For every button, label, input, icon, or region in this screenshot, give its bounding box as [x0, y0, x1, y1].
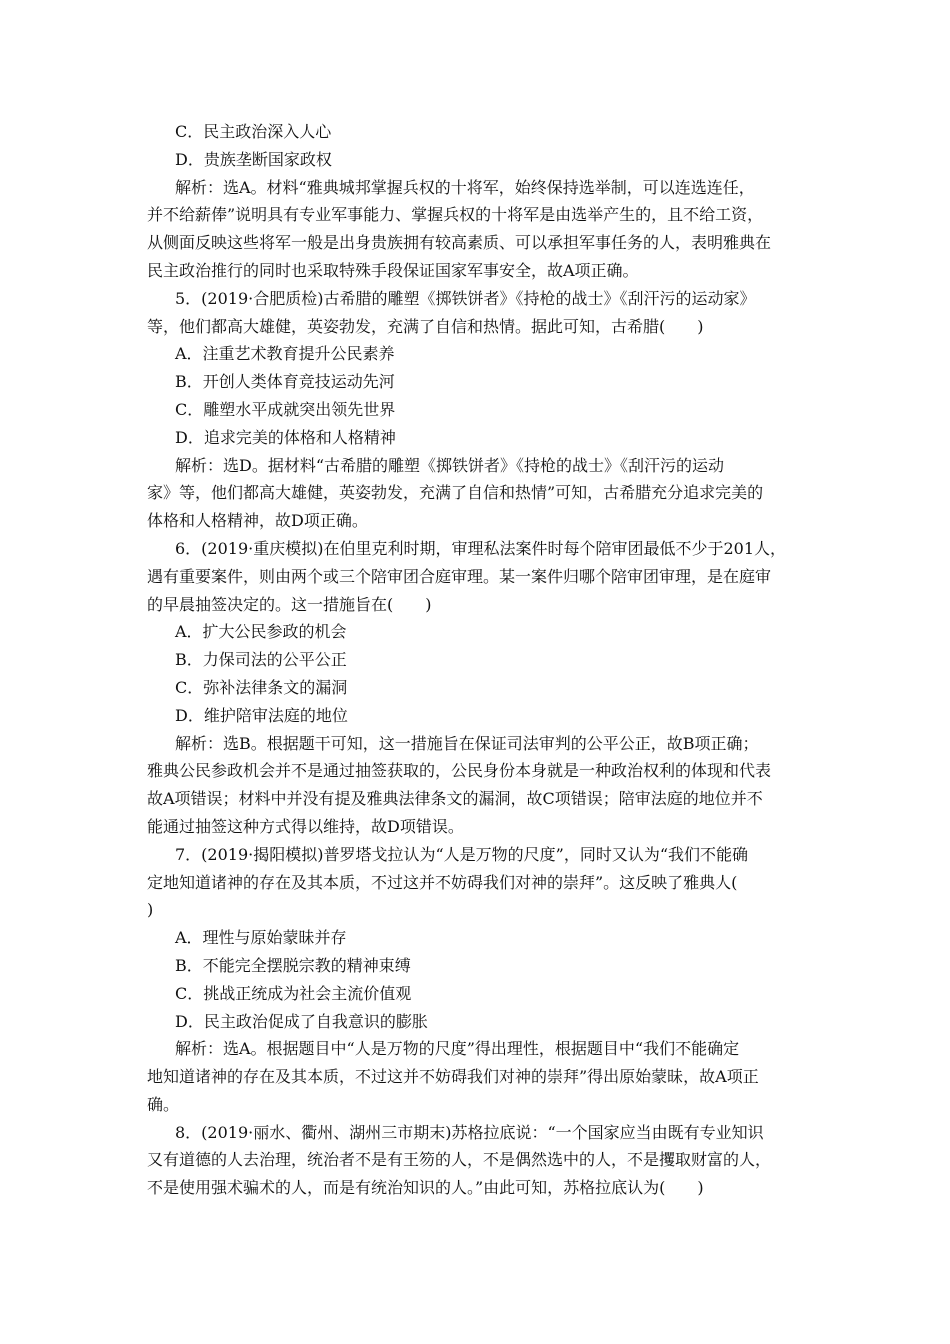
answer-option-line: C．弥补法律条文的漏洞 — [175, 677, 348, 697]
text-line: 民主政治推行的同时也采取特殊手段保证国家军事安全，故A项正确。 — [147, 260, 639, 280]
question-line: 7．(2019·揭阳模拟)普罗塔戈拉认为“人是万物的尺度”，同时又认为“我们不能确 — [175, 844, 749, 864]
answer-option-line: B．开创人类体育竞技运动先河 — [175, 372, 395, 392]
analysis-line: 解析：选D。据材料“古希腊的雕塑《掷铁饼者》《持枪的战士》《刮汗污的运动 — [175, 455, 725, 475]
answer-option-line: B．不能完全摆脱宗教的精神束缚 — [175, 955, 411, 975]
text-line: 遇有重要案件，则由两个或三个陪审团合庭审理。某一案件归哪个陪审团审理，是在庭审 — [147, 566, 772, 586]
question-line: 5．(2019·合肥质检)古希腊的雕塑《掷铁饼者》《持枪的战士》《刮汗污的运动家》 — [175, 288, 756, 308]
text-line: 的早晨抽签决定的。这一措施旨在( ) — [147, 594, 432, 614]
answer-option-line: B．力保司法的公平公正 — [175, 650, 347, 670]
answer-option-line: C．雕塑水平成就突出领先世界 — [175, 399, 396, 419]
answer-option-line: D．贵族垄断国家政权 — [175, 149, 332, 169]
document-body — [147, 118, 812, 1202]
text-line: 不是使用强术骗术的人，而是有统治知识的人。”由此可知，苏格拉底认为( ) — [147, 1178, 704, 1198]
text-line: 等，他们都高大雄健，英姿勃发，充满了自信和热情。据此可知，古希腊( ) — [147, 316, 704, 336]
text-line: 体格和人格精神，故D项正确。 — [147, 511, 368, 531]
answer-option-line: C．挑战正统成为社会主流价值观 — [175, 983, 412, 1003]
text-line: 家》等，他们都高大雄健，英姿勃发，充满了自信和热情”可知，古希腊充分追求完美的 — [147, 483, 764, 503]
answer-option-line: D．维护陪审法庭的地位 — [175, 705, 348, 725]
question-line: 6．(2019·重庆模拟)在伯里克利时期，审理私法案件时每个陪审团最低不少于201人， — [175, 538, 787, 558]
text-line: ) — [147, 900, 154, 920]
text-line: 确。 — [147, 1094, 180, 1114]
text-line: 并不给薪俸”说明具有专业军事能力、掌握兵权的十将军是由选举产生的，且不给工资， — [147, 205, 764, 225]
answer-option-line: D．追求完美的体格和人格精神 — [175, 427, 396, 447]
answer-option-line: A．扩大公民参政的机会 — [175, 622, 347, 642]
text-line: 雅典公民参政机会并不是通过抽签获取的，公民身份本身就是一种政治权利的体现和代表 — [147, 761, 772, 781]
answer-option-line: C．民主政治深入人心 — [175, 122, 332, 141]
text-line: 故A项错误；材料中并没有提及雅典法律条文的漏洞，故C项错误；陪审法庭的地位并不 — [147, 789, 763, 809]
text-line: 能通过抽签这种方式得以维持，故D项错误。 — [147, 816, 464, 836]
text-line: 又有道德的人去治理，统治者不是有王笏的人，不是偶然选中的人，不是攫取财富的人， — [147, 1150, 772, 1170]
analysis-line: 解析：选A。根据题目中“人是万物的尺度”得出理性，根据题目中“我们不能确定 — [175, 1039, 740, 1059]
answer-option-line: D．民主政治促成了自我意识的膨胀 — [175, 1011, 428, 1031]
text-line: 地知道诸神的存在及其本质，不过这并不妨碍我们对神的崇拜”得出原始蒙昧，故A项正 — [147, 1067, 759, 1087]
answer-option-line: A．注重艺术教育提升公民素养 — [175, 344, 395, 364]
text-line: 定地知道诸神的存在及其本质，不过这并不妨碍我们对神的崇拜”。这反映了雅典人( — [147, 872, 738, 892]
question-line: 8．(2019·丽水、衢州、湖州三市期末)苏格拉底说：“一个国家应当由既有专业知识 — [175, 1122, 764, 1142]
analysis-line: 解析：选B。根据题干可知，这一措施旨在保证司法审判的公平公正，故B项正确； — [175, 733, 759, 753]
analysis-line: 解析：选A。材料“雅典城邦掌握兵权的十将军，始终保持选举制，可以连选连任， — [175, 177, 755, 197]
text-line: 从侧面反映这些将军一般是出身贵族拥有较高素质、可以承担军事任务的人，表明雅典在 — [147, 233, 772, 253]
answer-option-line: A．理性与原始蒙昧并存 — [175, 928, 347, 948]
